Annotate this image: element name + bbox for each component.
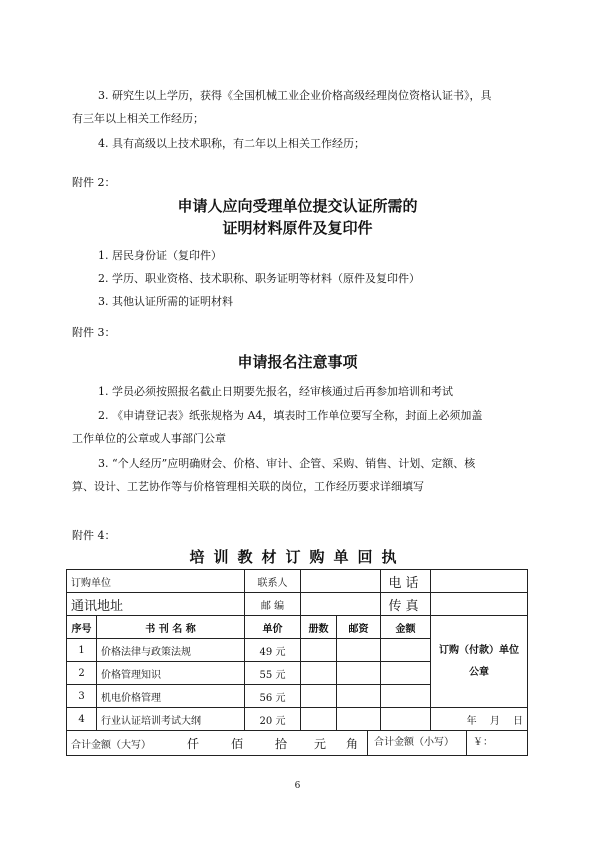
attachment-3-label: 附件 3：	[72, 326, 116, 339]
book-price: 56 元	[245, 685, 301, 708]
table-row	[67, 708, 528, 731]
stamp-cell	[431, 616, 528, 708]
order-form-table	[66, 569, 528, 756]
stamp-label-line2: 公章	[469, 666, 489, 678]
date-field[interactable]: 年 月 日	[431, 708, 528, 731]
book-name: 价格法律与政策法规	[97, 639, 245, 662]
total-upper-label: 合计金额（大写）	[71, 739, 151, 751]
attachment-4-label: 附件 4：	[72, 529, 116, 542]
attachment-2-title-line2: 证明材料原件及复印件	[222, 219, 373, 237]
order-unit-label: 订购单位	[71, 577, 111, 589]
book-no: 2	[67, 662, 97, 685]
unit-qian: 仟	[186, 736, 199, 751]
book-copies-input[interactable]	[301, 639, 337, 662]
attachment-2-label: 附件 2：	[72, 176, 116, 189]
phone-input[interactable]	[431, 570, 528, 593]
fax-input[interactable]	[431, 593, 528, 616]
stamp-label-line1: 订购（付款）单位	[439, 644, 519, 656]
table-header-row	[67, 616, 528, 639]
book-amount-input[interactable]	[381, 708, 431, 731]
book-name: 行业认证培训考试大纲	[97, 708, 245, 731]
book-name: 机电价格管理	[97, 685, 245, 708]
form-row-unit	[67, 570, 528, 593]
book-copies-input[interactable]	[301, 685, 337, 708]
attachment-3-item-3-line1: 3. “个人经历”应明确财会、价格、审计、企管、采购、销售、计划、定额、核	[98, 457, 476, 470]
postcode-label: 邮 编	[245, 593, 301, 616]
book-postage-input[interactable]	[337, 685, 381, 708]
order-unit-field[interactable]	[67, 570, 245, 593]
book-price: 20 元	[245, 708, 301, 731]
col-header-name: 书 刊 名 称	[97, 616, 245, 639]
total-lower-input[interactable]	[466, 731, 527, 755]
attachment-2-item-3: 3. 其他认证所需的证明材料	[98, 295, 233, 308]
col-header-amount: 金额	[381, 616, 431, 639]
col-header-price: 单价	[245, 616, 301, 639]
requirement-item-3-line2: 有三年以上相关工作经历；	[72, 112, 204, 125]
address-label: 通讯地址	[71, 598, 124, 614]
attachment-3-item-3-line2: 算、设计、工艺协作等与价格管理相关联的岗位，工作经历要求详细填写	[72, 480, 424, 493]
total-lower-label: 合计金额（小写）	[367, 731, 466, 755]
col-header-postage: 邮资	[337, 616, 381, 639]
total-cell	[67, 731, 528, 756]
unit-yuan: 元	[313, 736, 326, 751]
unit-shi: 拾	[274, 736, 287, 751]
attachment-3-item-2-line1: 2. 《申请登记表》纸张规格为 A4，填表时工作单位要写全称，封面上必须加盖	[98, 409, 483, 422]
book-no: 1	[67, 639, 97, 662]
total-row	[67, 731, 528, 756]
order-form-title: 培训教材订购单回执	[189, 548, 406, 566]
yen-sign: ￥：	[473, 737, 493, 748]
attachment-3-item-1: 1. 学员必须按照报名截止日期要先报名，经审核通过后再参加培训和考试	[98, 385, 453, 398]
book-amount-input[interactable]	[381, 685, 431, 708]
col-header-copies: 册数	[301, 616, 337, 639]
attachment-2-item-2: 2. 学历、职业资格、技术职称、职务证明等材料（原件及复印件）	[98, 272, 420, 285]
book-price: 49 元	[245, 639, 301, 662]
attachment-2-title-line1: 申请人应向受理单位提交认证所需的	[177, 197, 418, 215]
requirement-item-3-line1: 3. 研究生以上学历，获得《全国机械工业企业价格高级经理岗位资格认证书》，具	[98, 89, 492, 102]
book-amount-input[interactable]	[381, 662, 431, 685]
book-name: 价格管理知识	[97, 662, 245, 685]
unit-jiao: 角	[345, 736, 358, 751]
contact-input[interactable]	[301, 570, 381, 593]
book-price: 55 元	[245, 662, 301, 685]
book-amount-input[interactable]	[381, 639, 431, 662]
col-header-no: 序号	[67, 616, 97, 639]
page-number: 6	[294, 781, 301, 791]
form-row-address	[67, 593, 528, 616]
phone-label: 电话	[381, 570, 431, 593]
book-copies-input[interactable]	[301, 662, 337, 685]
attachment-2-item-1: 1. 居民身份证（复印件）	[98, 249, 222, 262]
fax-label: 传真	[381, 593, 431, 616]
book-copies-input[interactable]	[301, 708, 337, 731]
book-postage-input[interactable]	[337, 708, 381, 731]
book-no: 4	[67, 708, 97, 731]
book-postage-input[interactable]	[337, 662, 381, 685]
postcode-input[interactable]	[301, 593, 381, 616]
address-field[interactable]	[67, 593, 245, 616]
attachment-3-item-2-line2: 工作单位的公章或人事部门公章	[72, 432, 226, 445]
requirement-item-4: 4. 具有高级以上技术职称，有二年以上相关工作经历；	[98, 137, 365, 150]
book-no: 3	[67, 685, 97, 708]
unit-bai: 佰	[230, 736, 243, 751]
book-postage-input[interactable]	[337, 639, 381, 662]
attachment-3-title: 申请报名注意事项	[237, 353, 358, 371]
contact-label: 联系人	[245, 570, 301, 593]
